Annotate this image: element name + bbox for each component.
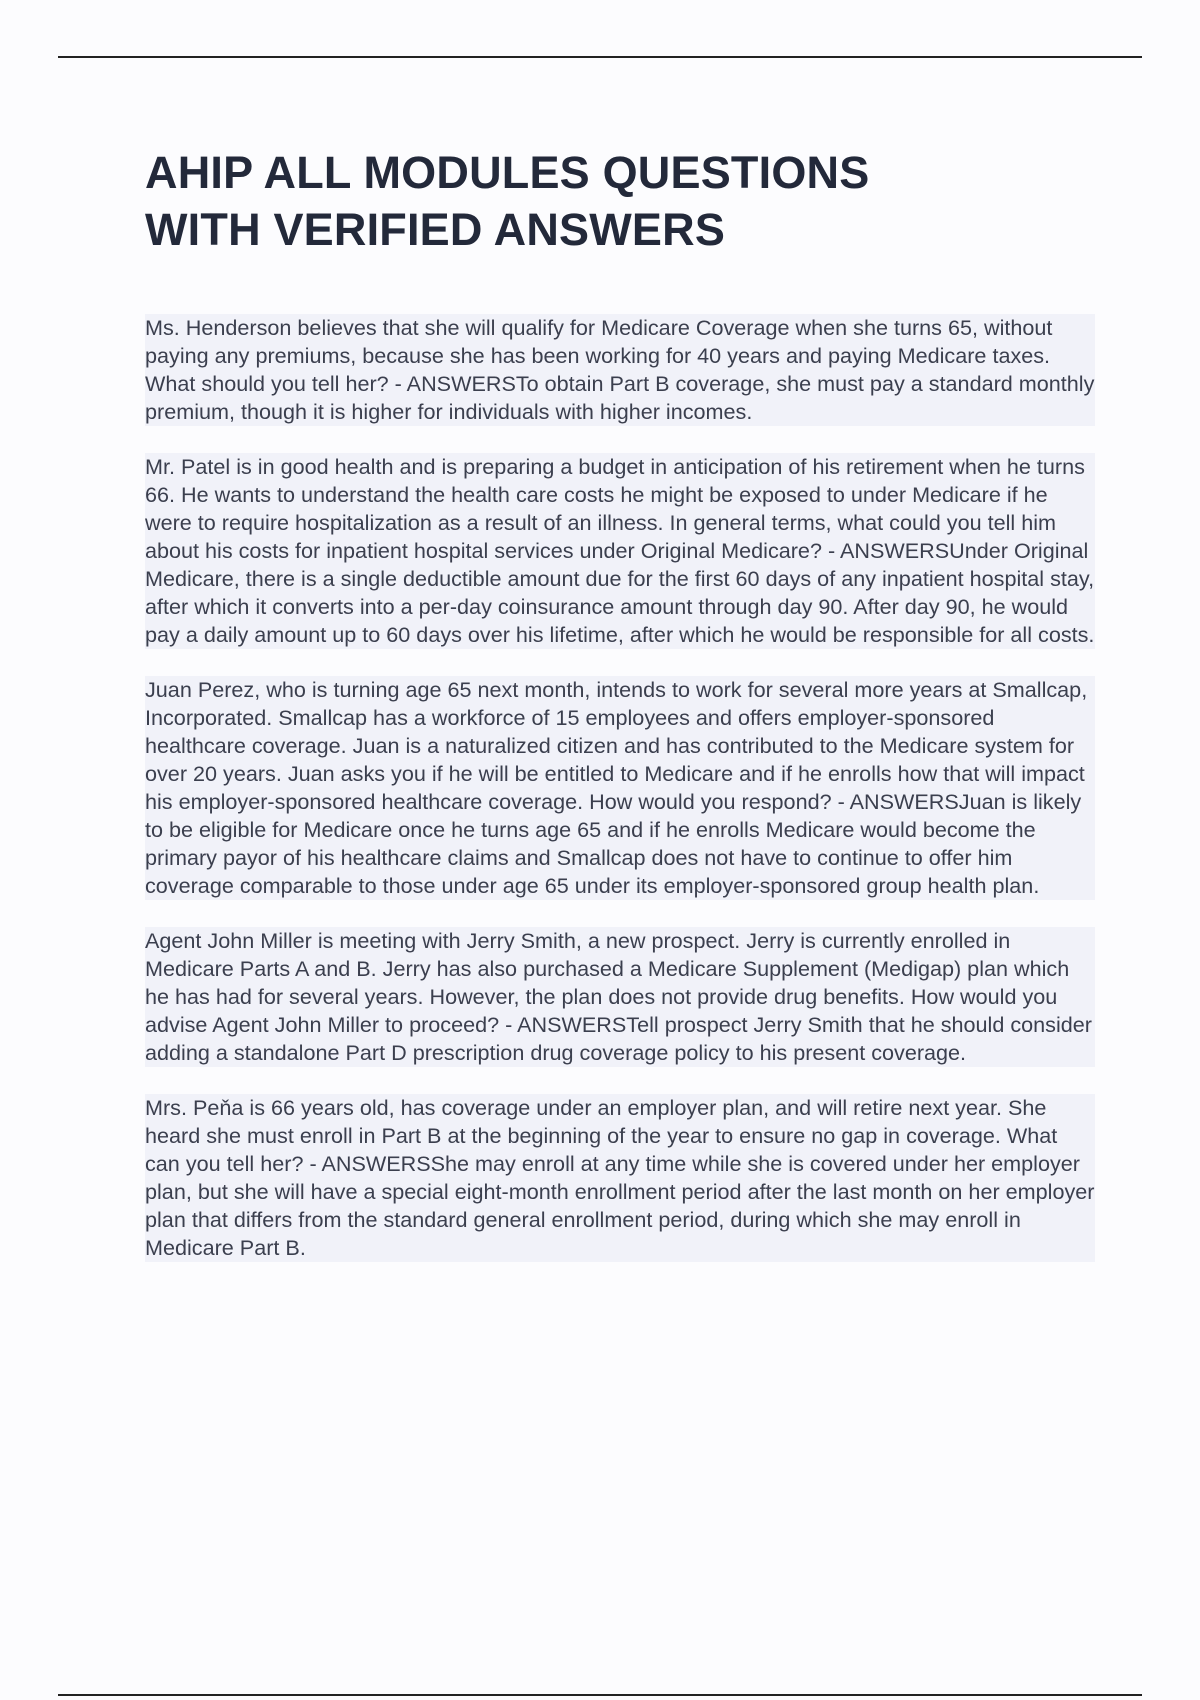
- header-rule: [58, 56, 1142, 58]
- qa-item-patel: Mr. Patel is in good health and is preparing a budget in anticipation of his retirement when he turns 66. He wants to understand the health care costs he might be exposed to under Medicare if he were to require hospitalization as a result of an illness. In general terms, what could you tell him about his costs for inpatient hospital services under Original Medicare? - ANSWERSUnder Original Medicare, there is a single deductible amount due for the first 60 days of any inpatient hospital stay, after which it converts into a per-day coinsurance amount through day 90. After day 90, he would pay a daily amount up to 60 days over his lifetime, after which he would be responsible for all costs.: [145, 454, 1095, 647]
- title-line-1: AHIP ALL MODULES QUESTIONS: [145, 147, 870, 198]
- footer-rule: [58, 1694, 1142, 1696]
- qa-item-miller: Agent John Miller is meeting with Jerry Smith, a new prospect. Jerry is currently enrolled in Medicare Parts A and B. Jerry has also purchased a Medicare Supplement (Medigap) plan which he has had for several years. However, the plan does not provide drug benefits. How would you advise Agent John Miller to proceed? - ANSWERSTell prospect Jerry Smith that he should consider adding a standalone Part D prescription drug coverage policy to his present coverage.: [145, 927, 1095, 1067]
- document-title: [145, 144, 1095, 258]
- qa-item-perez: Juan Perez, who is turning age 65 next month, intends to work for several more years at Smallcap, Incorporated. Smallcap has a workforce of 15 employees and offers employer-sponsored healthcare coverage. Juan is a naturalized citizen and has contributed to the Medicare system for over 20 years. Juan asks you if he will be entitled to Medicare and if he enrolls how that will impact his employer-sponsored healthcare coverage. How would you respond? - ANSWERSJuan is likely to be eligible for Medicare once he turns age 65 and if he enrolls Medicare would become the primary payor of his healthcare claims and Smallcap does not have to continue to offer him coverage comparable to those under age 65 under its employer-sponsored group health plan.: [145, 676, 1095, 900]
- qa-list: [145, 314, 1095, 1262]
- title-line-2: WITH VERIFIED ANSWERS: [145, 204, 726, 255]
- qa-item-henderson: Ms. Henderson believes that she will qualify for Medicare Coverage when she turns 65, without paying any premiums, because she has been working for 40 years and paying Medicare taxes. What should you tell her? - ANSWERSTo obtain Part B coverage, she must pay a standard monthly premium, though it is higher for individuals with higher incomes.: [145, 315, 1095, 424]
- document-content: [145, 144, 1095, 1289]
- qa-item-pena: Mrs. Peňa is 66 years old, has coverage under an employer plan, and will retire next year. She heard she must enroll in Part B at the beginning of the year to ensure no gap in coverage. What can you tell her? - ANSWERSShe may enroll at any time while she is covered under her employer plan, but she will have a special eight-month enrollment period after the last month on her employer plan that differs from the standard general enrollment period, during which she may enroll in Medicare Part B.: [145, 1095, 1095, 1260]
